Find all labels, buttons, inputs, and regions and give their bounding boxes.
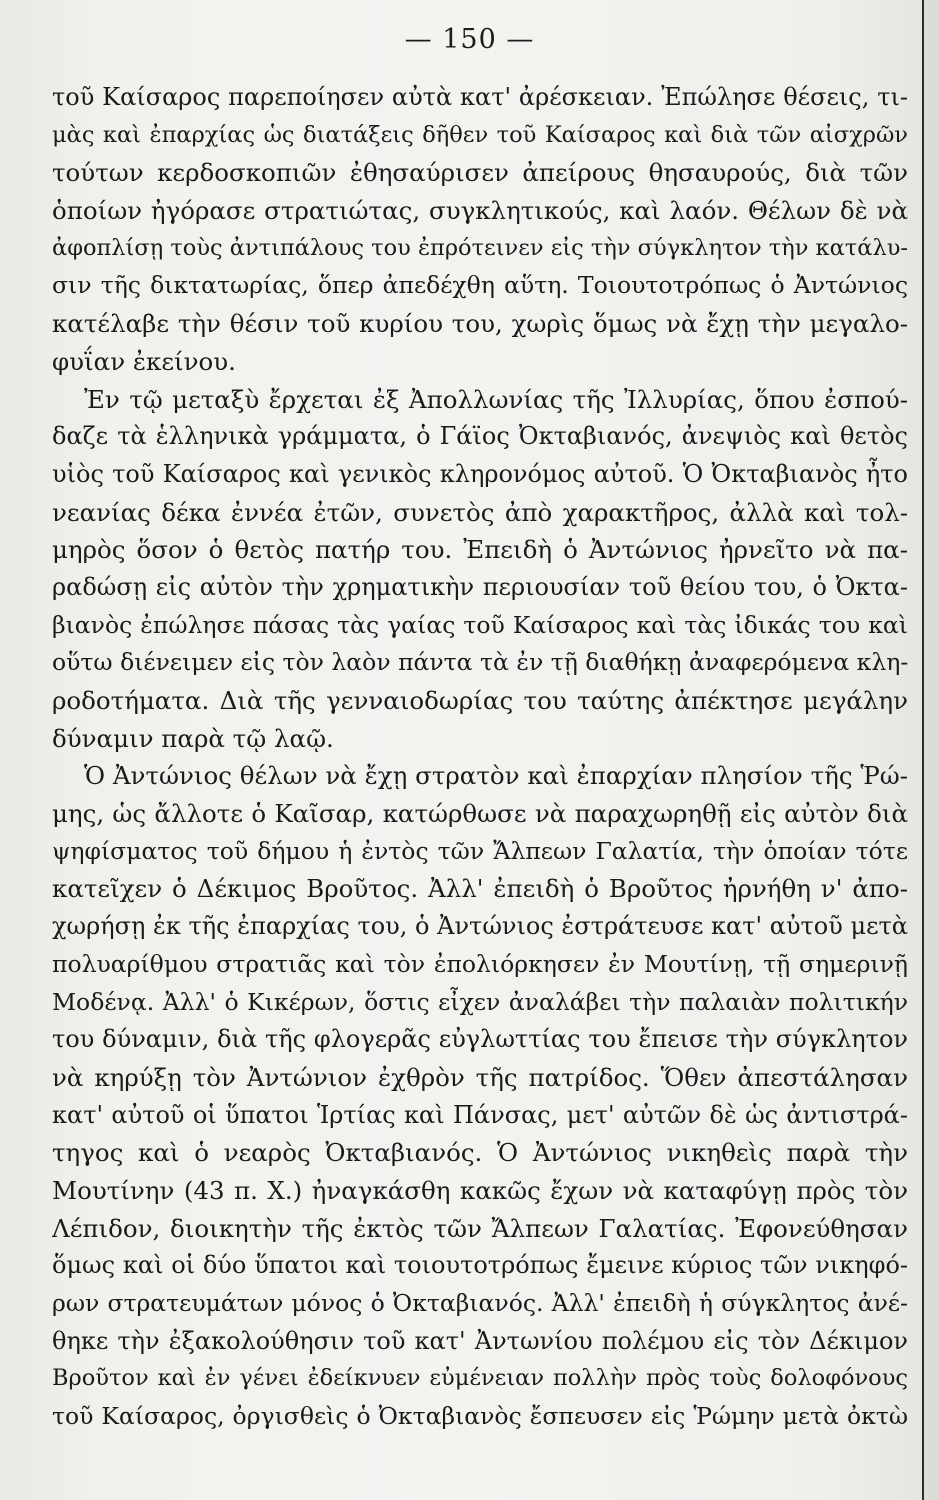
text-line: ὅμως καὶ οἱ δύο ὕπατοι καὶ τοιουτοτρόπως ἔμεινε κύριος τῶν νικηφό-	[52, 1251, 908, 1280]
text-line: ψηφίσματος τοῦ δήμου ἡ ἐντὸς τῶν Ἄλπεων Γαλατία, τὴν ὁποίαν τότε	[52, 836, 908, 865]
text-line: Λέπιδον, διοικητὴν τῆς ἐκτὸς τῶν Ἄλπεων Γαλατίας. Ἐφονεύθησαν	[52, 1213, 908, 1243]
page-edge-shadow	[924, 0, 939, 1500]
page-number: — 150 —	[404, 24, 535, 55]
text-line: φυΐαν ἐκείνου.	[52, 346, 236, 376]
text-line: τηγος καὶ ὁ νεαρὸς Ὀκταβιανός. Ὁ Ἀντώνιος νικηθεὶς παρὰ τὴν	[52, 1138, 908, 1168]
text-line: οὕτω διένειμεν εἰς τὸν λαὸν πάντα τὰ ἐν τῇ διαθήκῃ ἀναφερόμενα κλη-	[52, 648, 908, 677]
text-line: βιανὸς ἐπώλησε πάσας τὰς γαίας τοῦ Καίσαρος καὶ τὰς ἰδικάς του καὶ	[52, 610, 908, 639]
text-line: μης, ὡς ἄλλοτε ὁ Καῖσαρ, κατώρθωσε νὰ παραχωρηθῇ εἰς αὐτὸν διὰ	[52, 799, 908, 829]
text-line: Βροῦτον καὶ ἐν γένει ἐδείκνυεν εὐμένειαν πολλὴν πρὸς τοὺς δολοφόνους	[52, 1365, 908, 1392]
text-line: σιν τῆς δικτατωρίας, ὅπερ ἀπεδέχθη αὕτη. Τοιουτοτρόπως ὁ Ἀντώνιος	[52, 271, 908, 300]
text-line: ὁποίων ἠγόρασε στρατιώτας, συγκλητικούς, καὶ λαόν. Θέλων δὲ νὰ	[52, 196, 908, 226]
text-line: Ἐν τῷ μεταξὺ ἔρχεται ἐξ Ἀπολλωνίας τῆς Ἰλλυρίας, ὅπου ἐσπού-	[84, 384, 908, 414]
text-line: υἱὸς τοῦ Καίσαρος καὶ γενικὸς κληρονόμος αὐτοῦ. Ὁ Ὀκταβιανὸς ἦτο	[52, 459, 908, 488]
text-line: ρων στρατευμάτων μόνος ὁ Ὀκταβιανός. Ἀλλ' ἐπειδὴ ἡ σύγκλητος ἀνέ-	[52, 1289, 908, 1317]
text-line: του δύναμιν, διὰ τῆς φλογερᾶς εὐγλωττίας του ἔπεισε τὴν σύγκλητον	[52, 1025, 908, 1054]
text-line: δαζε τὰ ἑλληνικὰ γράμματα, ὁ Γάϊος Ὀκταβιανός, ἀνεψιὸς καὶ θετὸς	[52, 422, 908, 451]
text-line: κατέλαβε τὴν θέσιν τοῦ κυρίου του, χωρὶς ὅμως νὰ ἔχῃ τὴν μεγαλο-	[52, 309, 908, 339]
text-line: τοῦ Καίσαρος παρεποίησεν αὐτὰ κατ' ἀρέσκειαν. Ἐπώλησε θέσεις, τι-	[52, 83, 908, 111]
text-line: κατ' αὐτοῦ οἱ ὕπατοι Ἱρτίας καὶ Πάνσας, μετ' αὐτῶν δὲ ὡς ἀντιστρά-	[52, 1100, 908, 1129]
text-line: νεανίας δέκα ἐννέα ἐτῶν, συνετὸς ἀπὸ χαρακτῆρος, ἀλλὰ καὶ τολ-	[52, 497, 908, 527]
text-line: Ὁ Ἀντώνιος θέλων νὰ ἔχῃ στρατὸν καὶ ἐπαρχίαν πλησίον τῆς Ῥώ-	[84, 761, 908, 791]
text-line: πολυαρίθμου στρατιᾶς καὶ τὸν ἐπολιόρκησεν ἐν Μουτίνῃ, τῇ σημερινῇ	[52, 949, 908, 978]
text-line: Μοδένᾳ. Ἀλλ' ὁ Κικέρων, ὅστις εἶχεν ἀναλάβει τὴν παλαιὰν πολιτικήν	[52, 987, 908, 1016]
text-line: κατεῖχεν ὁ Δέκιμος Βροῦτος. Ἀλλ' ἐπειδὴ ὁ Βροῦτος ἠρνήθη ν' ἀπο-	[52, 874, 908, 904]
text-line: ἀφοπλίσῃ τοὺς ἀντιπάλους του ἐπρότεινεν εἰς τὴν σύγκλητον τὴν κατάλυ-	[52, 234, 908, 261]
text-line: χωρήσῃ ἐκ τῆς ἐπαρχίας του, ὁ Ἀντώνιος ἐστράτευσε κατ' αὐτοῦ μετὰ	[52, 912, 908, 941]
text-line: μηρὸς ὅσον ὁ θετὸς πατήρ του. Ἐπειδὴ ὁ Ἀντώνιος ἠρνεῖτο νὰ πα-	[52, 535, 908, 565]
text-line: τούτων κερδοσκοπιῶν ἐθησαύρισεν ἀπείρους θησαυρούς, διὰ τῶν	[52, 158, 908, 188]
text-line: νὰ κηρύξῃ τὸν Ἀντώνιον ἐχθρὸν τῆς πατρίδος. Ὅθεν ἀπεστάλησαν	[52, 1062, 908, 1092]
text-line: δύναμιν παρὰ τῷ λαῷ.	[52, 723, 334, 753]
text-line: ροδοτήματα. Διὰ τῆς γενναιοδωρίας του ταύτης ἀπέκτησε μεγάλην	[52, 686, 908, 715]
text-line: θηκε τὴν ἐξακολούθησιν τοῦ κατ' Ἀντωνίου πολέμου εἰς τὸν Δέκιμον	[52, 1326, 908, 1355]
text-line: Μουτίνην (43 π. Χ.) ἠναγκάσθη κακῶς ἔχων νὰ καταφύγῃ πρὸς τὸν	[52, 1175, 908, 1205]
text-line: τοῦ Καίσαρος, ὀργισθεὶς ὁ Ὀκταβιανὸς ἔσπευσεν εἰς Ῥώμην μετὰ ὀκτὼ	[52, 1402, 908, 1431]
text-body	[52, 79, 908, 1436]
text-line: μὰς καὶ ἐπαρχίας ὡς διατάξεις δῆθεν τοῦ Καίσαρος καὶ διὰ τῶν αἰσχρῶν	[52, 121, 908, 148]
text-line: ραδώσῃ εἰς αὐτὸν τὴν χρηματικὴν περιουσίαν τοῦ θείου του, ὁ Ὀκτα-	[52, 572, 908, 601]
